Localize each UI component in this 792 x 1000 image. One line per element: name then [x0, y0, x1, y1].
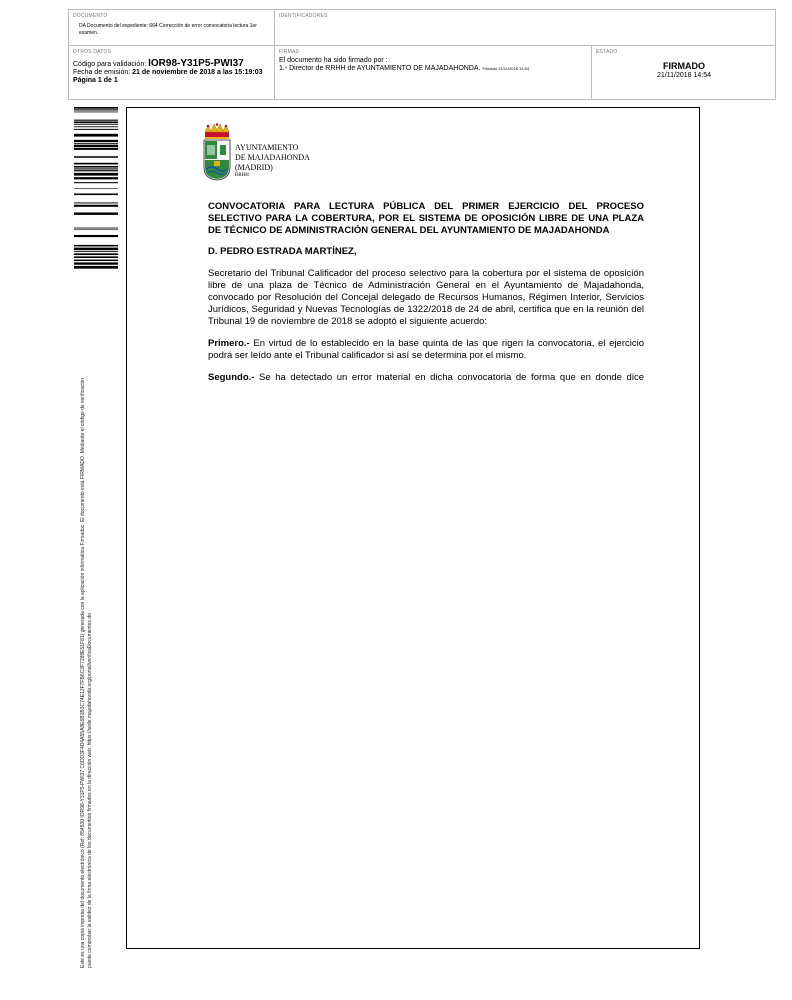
verification-side-text: [80, 278, 94, 968]
paragraph-line: convocado por Resolución del Concejal delegado de Recursos Humanos, Régimen Interior, Servicios: [208, 292, 644, 303]
paragraph-line: libre de una plaza de Técnico de Administración General en el Ayuntamiento de Majadahonda,: [208, 280, 644, 291]
fecha-value: 21 de noviembre de 2018 a las 15:19:03: [132, 69, 263, 76]
document-header: [68, 9, 776, 100]
otros-datos-label: OTROS DATOS: [73, 49, 112, 55]
org-department: RRHH: [235, 173, 249, 178]
title-line-3: DE TÉCNICO DE ADMINISTRACIÓN GENERAL DEL AYUNTAMIENTO DE MAJADAHONDA: [208, 225, 610, 236]
org-line-2: DE MAJADAHONDA: [235, 153, 310, 162]
page-count: Página 1 de 1: [73, 77, 118, 84]
documento-label: DOCUMENTO: [73, 13, 108, 19]
signatory-name: D. PEDRO ESTRADA MARTÍNEZ,: [208, 246, 357, 257]
validation-code[interactable]: IOR98-Y31P5-PWI37: [148, 58, 244, 69]
title-line-1: CONVOCATORIA PARA LECTURA PÚBLICA DEL PRIMER EJERCICIO DEL PROCESO: [208, 201, 644, 212]
firmas-cell: [275, 46, 592, 100]
org-line-3: (MADRID): [235, 163, 273, 172]
fecha-label: Fecha de emisión:: [73, 69, 131, 76]
paragraph-line: En virtud de lo establecido en la base quinta de las que rigen la convocatoria, el ejercicio: [249, 338, 644, 349]
org-line-1: AYUNTAMIENTO: [235, 143, 299, 152]
paragraph-primero: [208, 338, 644, 362]
documento-value: DA Documento del expediente: 664 Corrección de error convocatoria lectura 1er examen.: [79, 23, 257, 36]
coat-of-arms-icon: [202, 123, 232, 181]
identificadores-cell: [275, 10, 776, 46]
paragraph-line: Se ha detectado un error material en dicha convocatoria de forma que en donde dice: [254, 372, 644, 383]
otros-datos-cell: [69, 46, 275, 100]
status-date: 21/11/2018 14:54: [657, 72, 711, 79]
segundo-label: Segundo.-: [208, 372, 255, 383]
side-text-line-1: Este es una copia impresa del documento electrónico (Ref: 854530 IOR98-Y31P5-PWI37 C6DD3F4D4A55A8E6B1B3C74E12F7FB6C2F7288E51F81) generada con la aplicación informática Firmadoc. El documento está FIRMADO. Mediante el código de verificación: [80, 377, 86, 968]
paragraph-line: podrá ser leído ante el Tribunal calificador si así se determina por el mismo.: [208, 350, 527, 361]
firmas-date: Firmado 21/11/2018 14:54: [482, 66, 530, 71]
paragraph-line: Tribunal 19 de noviembre de 2018 se adoptó el siguiente acuerdo:: [208, 316, 488, 327]
codigo-label: Código para validación:: [73, 61, 147, 68]
document-title: [208, 201, 644, 237]
paragraph-line: Secretario del Tribunal Calificador del proceso selectivo para la cobertura por el sistema de oposición: [208, 268, 644, 279]
identificadores-label: IDENTIFICADORES: [279, 13, 328, 19]
firmas-label: FIRMAS: [279, 49, 300, 55]
firmas-line-1: El documento ha sido firmado por :: [279, 57, 388, 64]
side-text-line-2: puede comprobar la validez de la firma electrónica de los documentos firmados en la dirección web: https://sede.majadahonda.org/portal/verificaDocumentos.do: [87, 613, 93, 968]
organization-name: [235, 143, 310, 179]
title-line-2: SELECTIVO PARA LA COBERTURA, POR EL SISTEMA DE OPOSICIÓN LIBRE DE UNA PLAZA: [208, 213, 644, 224]
status-badge: FIRMADO: [663, 61, 705, 71]
estado-cell: [592, 46, 776, 100]
paragraph-certification: [208, 268, 644, 328]
paragraph-line: Jurídicos, Seguridad y Nuevas Tecnologías de 1322/2018 de 24 de abril, certifica que en la reunión del: [208, 304, 644, 315]
primero-label: Primero.-: [208, 338, 250, 349]
paragraph-segundo: [208, 372, 644, 384]
documento-cell: [69, 10, 275, 46]
estado-label: ESTADO: [596, 49, 618, 55]
barcode-icon: [74, 107, 118, 272]
firmas-line-2: 1.- Director de RRHH de AYUNTAMIENTO DE MAJADAHONDA.: [279, 65, 481, 72]
